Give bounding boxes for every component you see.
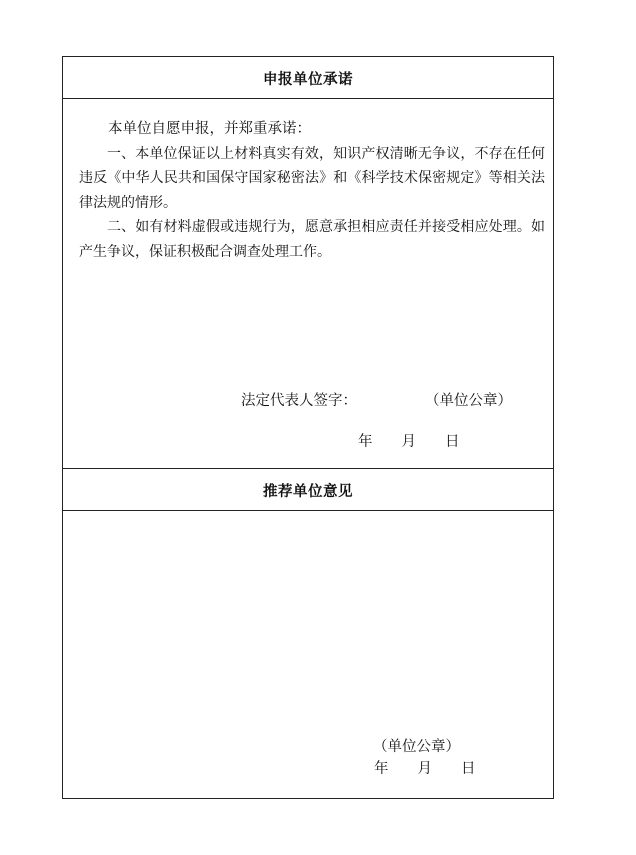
commitment-form-table (62, 56, 554, 799)
legal-representative-signature-label: 法定代表人签字： (241, 393, 357, 409)
header-divider-bottom (63, 510, 553, 511)
commitment-section-title: 申报单位承诺 (263, 71, 353, 88)
recommendation-section-title: 推荐单位意见 (263, 483, 353, 500)
commitment-clause-2: 二、如有材料虚假或违规行为，愿意承担相应责任并接受相应处理。如产生争议，保证积极配合调查处理工作。 (79, 219, 545, 260)
commitment-text-block (79, 117, 545, 264)
commitment-date-line: 年 月 日 (358, 434, 460, 450)
commitment-intro: 本单位自愿申报，并郑重承诺： (108, 121, 311, 137)
header-divider-top (63, 98, 553, 99)
commitment-seal-label: （单位公章） (425, 393, 512, 409)
recommendation-date-line: 年 月 日 (374, 761, 476, 777)
commitment-clause-1: 一、本单位保证以上材料真实有效，知识产权清晰无争议，不存在任何违反《中华人民共和国保守国家秘密法》和《科学技术保密规定》等相关法律法规的情形。 (79, 145, 545, 211)
recommendation-seal-label: （单位公章） (373, 739, 460, 755)
